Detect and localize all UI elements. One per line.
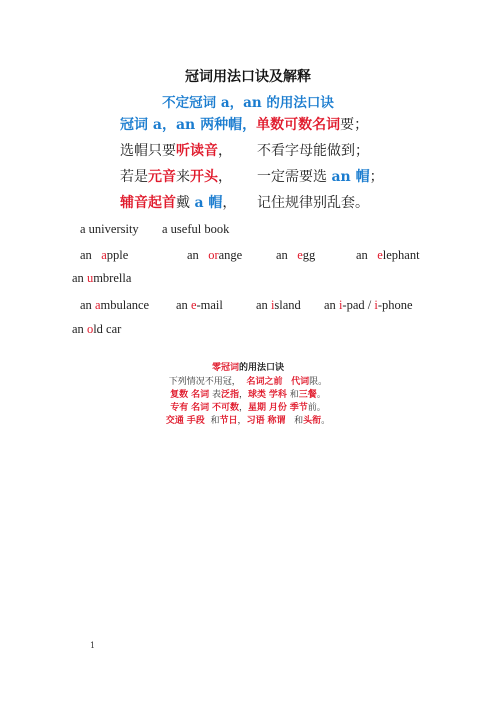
verse-text: 选帽只要 (120, 143, 176, 159)
example-word: an e-mail (176, 298, 223, 312)
verse-text: 元音 (148, 169, 176, 185)
example-row-5: an old car (72, 322, 122, 336)
verse-text: an 帽 (331, 169, 370, 185)
zero-article-title: 零冠词的用法口诀 (211, 363, 285, 373)
verse-line-3 (120, 168, 384, 186)
verse-text: ， (222, 195, 237, 211)
verse-text: ， (218, 143, 232, 159)
zero-line-4: 交通 手段 和节日，习语 称谓 和头衔。 (165, 416, 331, 426)
verse-text: 单数可数名词 (256, 117, 341, 133)
verse-text: 要； (340, 117, 369, 133)
example-phrase: a useful book (162, 222, 230, 236)
verse-text: a 帽 (194, 195, 223, 211)
example-word: an orange (187, 248, 243, 262)
verse-text: 不看字母能做到； (257, 143, 369, 159)
example-row-1b (162, 222, 229, 237)
page-subtitle: 不定冠词 a，an 的用法口诀 (162, 95, 334, 111)
verse-text: 开头 (190, 169, 218, 185)
verse-line-4 (120, 194, 369, 212)
example-word: an apple (80, 248, 129, 262)
zero-line-2: 复数 名词 表泛指，球类 学科 和三餐。 (170, 390, 326, 400)
example-row-1 (80, 222, 139, 237)
example-word: an elephant (356, 248, 420, 262)
example-row-3: an umbrella (72, 271, 132, 285)
example-word: an island (256, 298, 301, 312)
verse-text: 记住规律别乱套。 (257, 195, 369, 211)
verse-line-1 (120, 116, 368, 134)
verse-text: 若是 (120, 169, 148, 185)
verse-text: ； (369, 169, 384, 185)
verse-text: 来 (176, 169, 190, 185)
zero-line-1: 下列情况不用冠， 名词之前 代词限。 (168, 377, 328, 387)
verse-text: 戴 (176, 195, 195, 211)
verse-text: 听读音 (176, 143, 218, 159)
zero-line-3: 专有 名词 不可数，星期 月份 季节前。 (170, 403, 326, 413)
page-number: 1 (90, 641, 96, 650)
verse-line-2 (120, 142, 369, 160)
verse-text: ， (218, 169, 232, 185)
verse-text: 一定需要选 (257, 169, 332, 185)
example-word: an ambulance (80, 298, 150, 312)
example-phrase: a university (80, 222, 139, 236)
example-word: an egg (276, 248, 316, 262)
page-title: 冠词用法口诀及解释 (185, 69, 311, 85)
verse-text: 冠词 a，an 两种帽， (120, 117, 257, 133)
verse-text: 辅音起首 (120, 195, 176, 211)
example-word: an i-pad / i-phone (324, 298, 413, 312)
